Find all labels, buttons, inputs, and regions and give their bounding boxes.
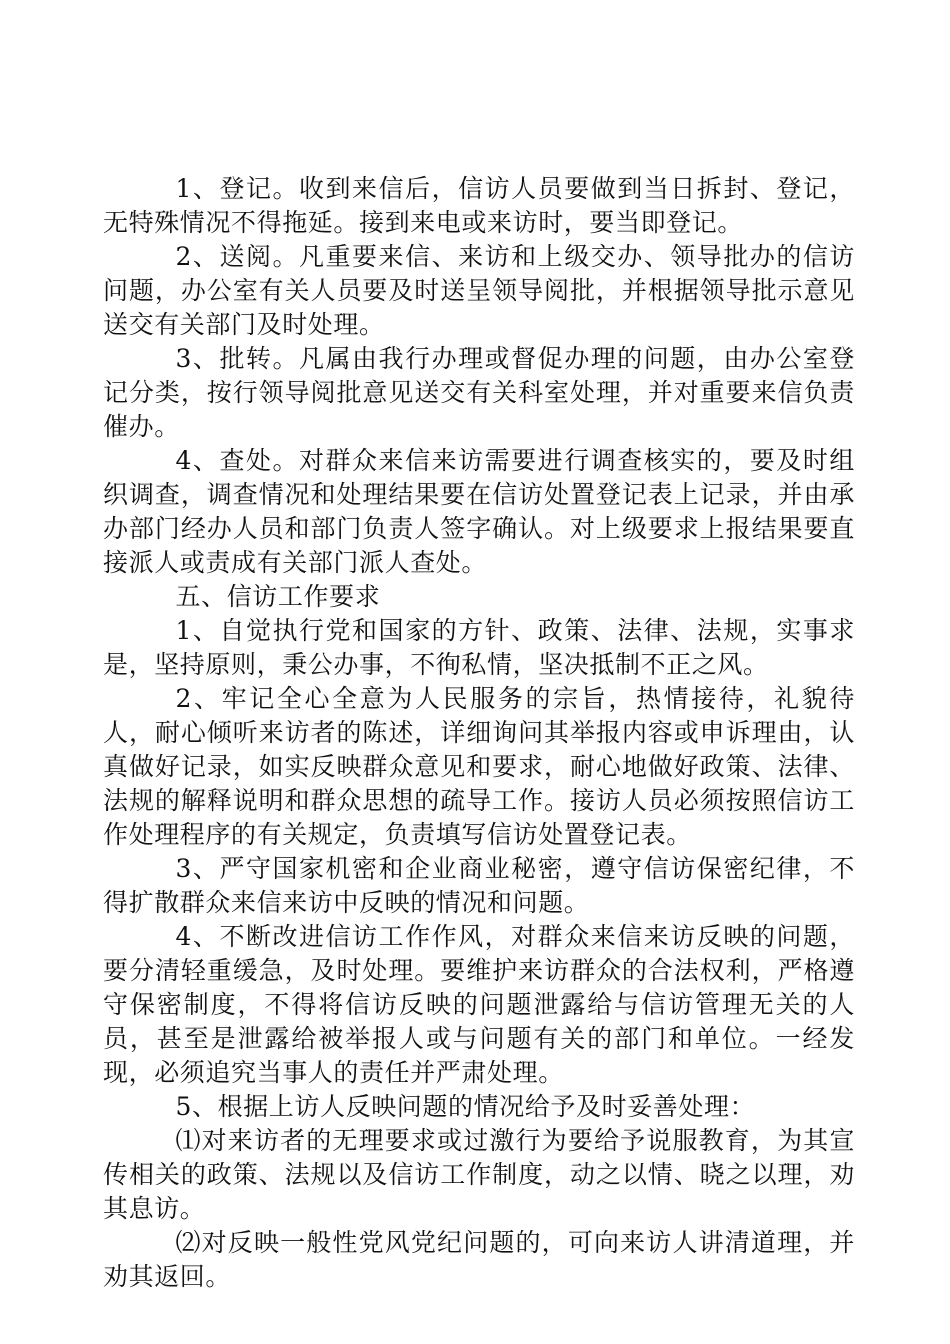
paragraph-subitem-2: ⑵对反映一般性党风党纪问题的，可向来访人讲清道理，并劝其返回。 — [103, 1228, 855, 1291]
paragraph-requirement-1: 1、自觉执行党和国家的方针、政策、法律、法规，实事求是，坚持原则，秉公办事，不徇私情，坚决抵制不正之风。 — [103, 616, 855, 679]
paragraph-transfer: 3、批转。凡属由我行办理或督促办理的问题，由办公室登记分类，按行领导阅批意见送交有关科室处理，并对重要来信负责催办。 — [103, 344, 855, 441]
document-body — [103, 172, 855, 1294]
section-heading-requirements: 五、信访工作要求 — [175, 582, 381, 611]
paragraph-requirement-3: 3、严守国家机密和企业商业秘密，遵守信访保密纪律，不得扩散群众来信来访中反映的情况和问题。 — [103, 854, 855, 917]
paragraph-subitem-1: ⑴对来访者的无理要求或过激行为要给予说服教育，为其宣传相关的政策、法规以及信访工作制度，动之以情、晓之以理，劝其息访。 — [103, 1126, 855, 1223]
paragraph-investigation: 4、查处。对群众来信来访需要进行调查核实的，要及时组织调查，调查情况和处理结果要在信访处置登记表上记录，并由承办部门经办人员和部门负责人签字确认。对上级要求上报结果要直接派人或责成有关部门派人查处。 — [103, 446, 855, 577]
paragraph-requirement-2: 2、牢记全心全意为人民服务的宗旨，热情接待，礼貌待人，耐心倾听来访者的陈述，详细询问其举报内容或申诉理由，认真做好记录，如实反映群众意见和要求，耐心地做好政策、法律、法规的解释说明和群众思想的疏导工作。接访人员必须按照信访工作处理程序的有关规定，负责填写信访处置登记表。 — [103, 684, 855, 849]
paragraph-review: 2、送阅。凡重要来信、来访和上级交办、领导批办的信访问题，办公室有关人员要及时送呈领导阅批，并根据领导批示意见送交有关部门及时处理。 — [103, 242, 855, 339]
paragraph-requirement-5: 5、根据上访人反映问题的情况给予及时妥善处理： — [175, 1092, 756, 1121]
paragraph-requirement-4: 4、不断改进信访工作作风，对群众来信来访反映的问题，要分清轻重缓急，及时处理。要维护来访群众的合法权利，严格遵守保密制度，不得将信访反映的问题泄露给与信访管理无关的人员，甚至是泄露给被举报人或与问题有关的部门和单位。一经发现，必须追究当事人的责任并严肃处理。 — [103, 922, 855, 1087]
paragraph-registration: 1、登记。收到来信后，信访人员要做到当日拆封、登记，无特殊情况不得拖延。接到来电或来访时，要当即登记。 — [103, 174, 855, 237]
